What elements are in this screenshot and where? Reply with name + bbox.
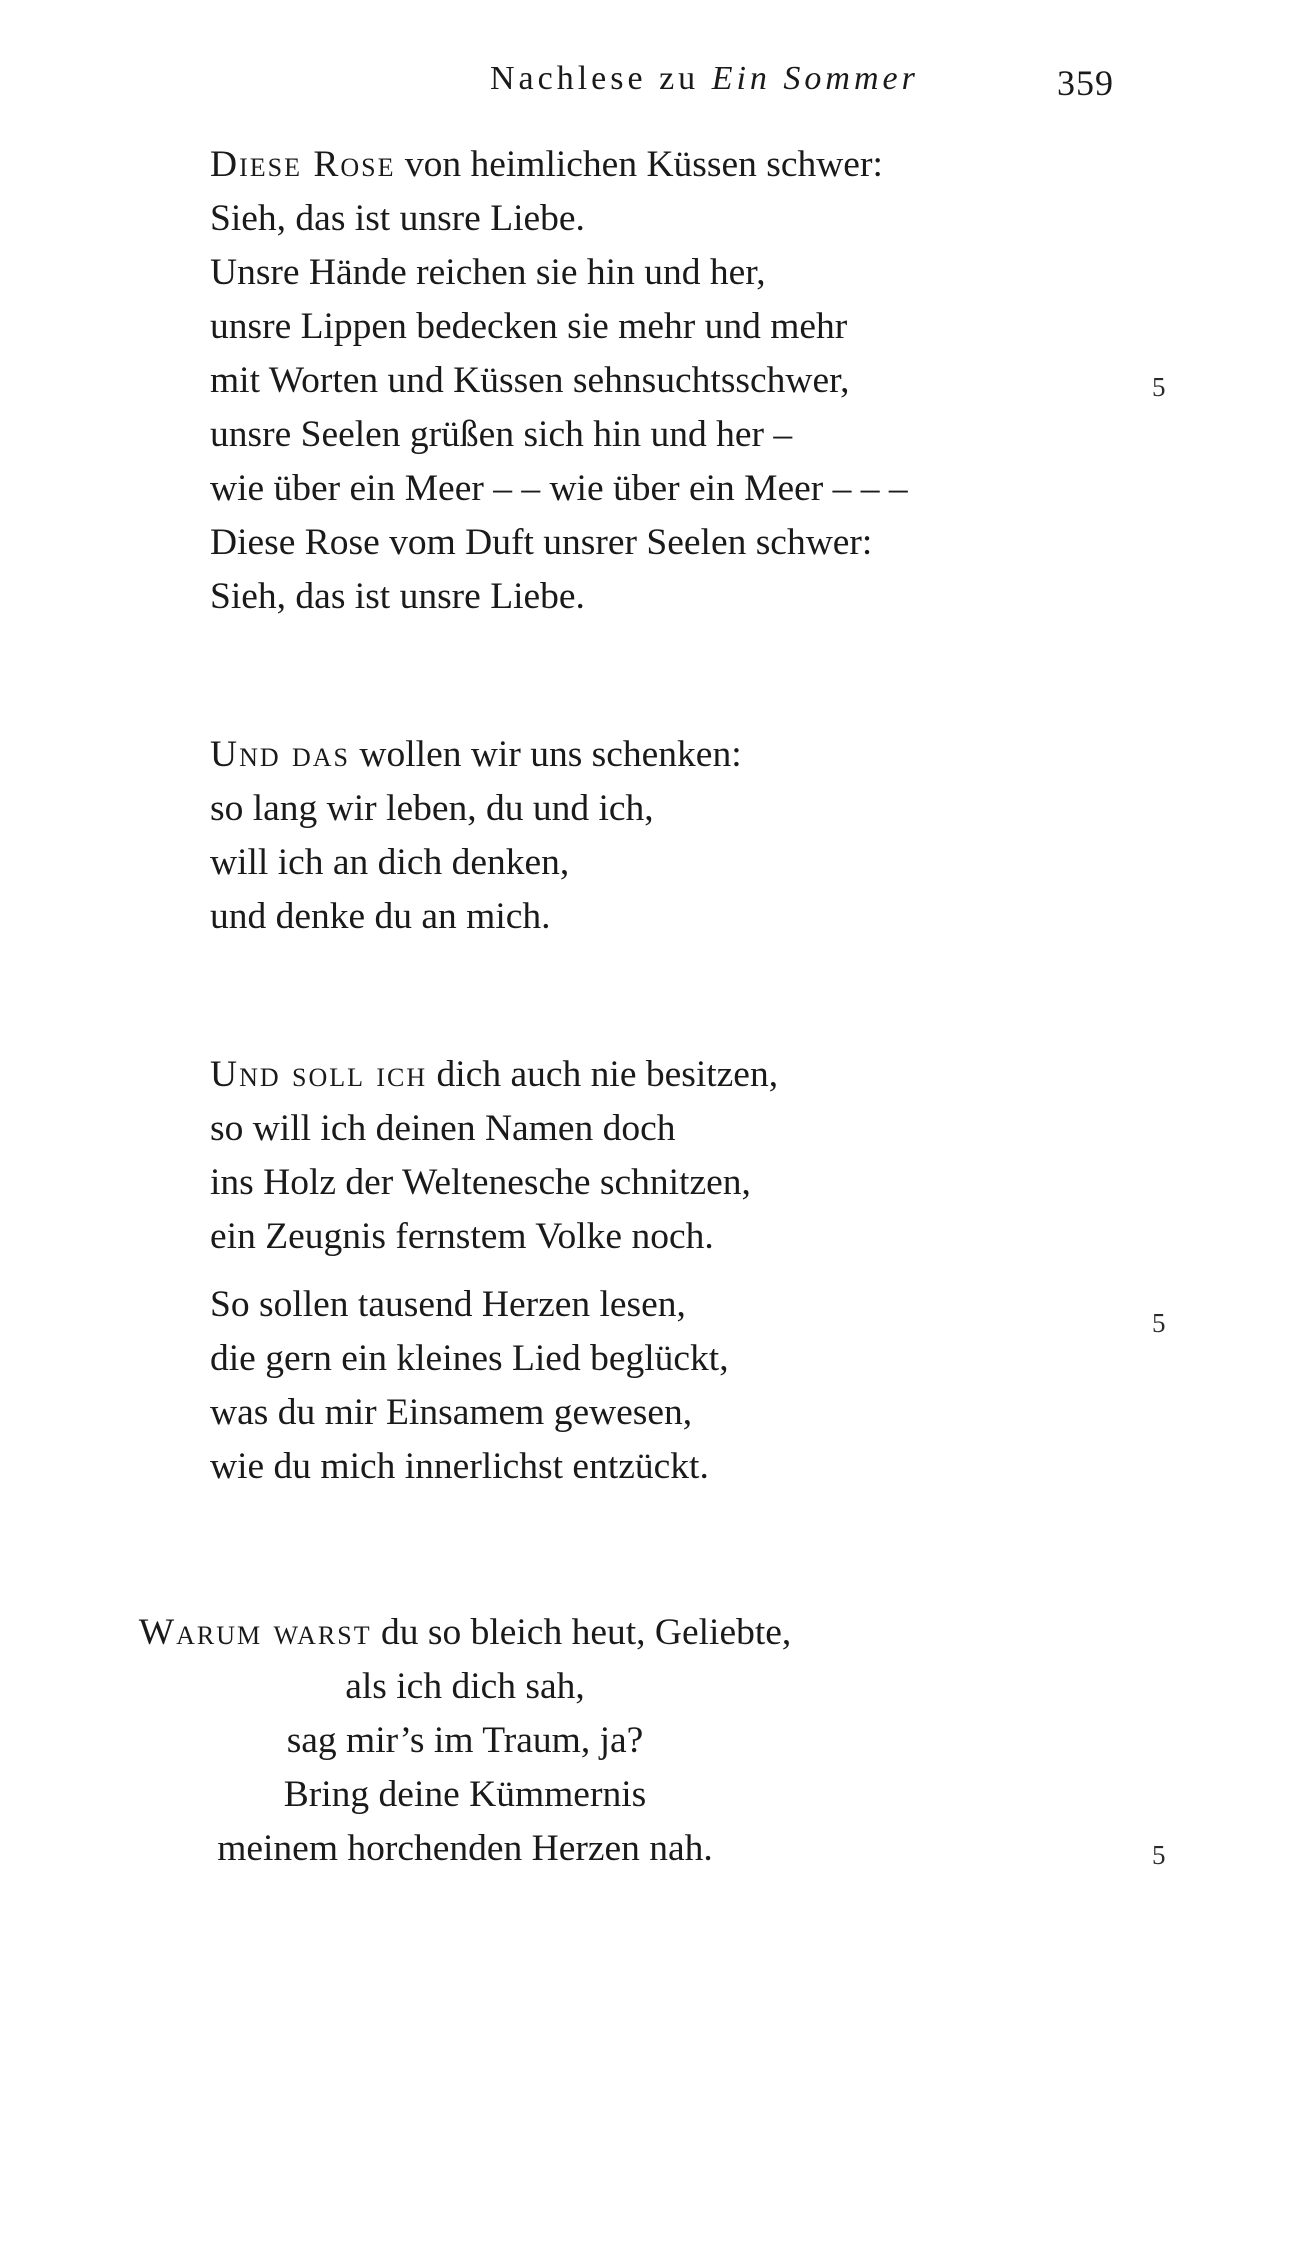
page-number: 359: [1057, 63, 1114, 103]
poem-line: so lang wir leben, du und ich,: [210, 788, 654, 829]
poem-line: wie über ein Meer – – wie über ein Meer – – –: [210, 468, 908, 509]
poem-line: so will ich deinen Namen doch: [210, 1108, 676, 1149]
lead-words: Diese Rose: [210, 144, 396, 185]
running-head: [490, 60, 919, 98]
poem-und-soll-ich: [210, 1048, 778, 1494]
running-head-title: Ein Sommer: [711, 60, 919, 97]
first-line-text: wollen wir uns schenken:: [350, 734, 742, 775]
poem-line: meinem horchenden Herzen nah.: [217, 1828, 713, 1869]
line-number-marker: 5: [1152, 372, 1166, 402]
poem-line: Unsre Hände reichen sie hin und her,: [210, 252, 766, 293]
poem-line: Sieh, das ist unsre Liebe.: [210, 198, 585, 239]
poem-line: Diese Rose vom Duft unsrer Seelen schwer:: [210, 522, 873, 563]
poem-line: Bring deine Kümmernis: [283, 1774, 647, 1815]
poem-line: unsre Seelen grüßen sich hin und her –: [210, 414, 793, 455]
first-line-text: dich auch nie besitzen,: [427, 1054, 779, 1095]
poem-line: und denke du an mich.: [210, 896, 551, 937]
poem-line: mit Worten und Küssen sehnsuchtsschwer,: [210, 360, 850, 401]
lead-words: Und soll ich: [210, 1054, 428, 1095]
poem-line: ein Zeugnis fernstem Volke noch.: [210, 1216, 714, 1257]
stanza-break: [210, 1264, 778, 1278]
poem-line: will ich an dich denken,: [210, 842, 570, 883]
line-number-marker: 5: [1152, 1840, 1166, 1870]
poem-line: die gern ein kleines Lied beglückt,: [210, 1338, 729, 1379]
poem-line: So sollen tausend Herzen lesen,: [210, 1284, 686, 1325]
poem-line: sag mir’s im Traum, ja?: [286, 1720, 644, 1761]
line-number-marker: 5: [1152, 1308, 1166, 1338]
running-head-text: Nachlese zu: [490, 60, 712, 97]
lead-words: Warum warst: [138, 1612, 372, 1653]
poem-und-das: [210, 728, 742, 944]
poem-line: [210, 138, 908, 192]
poem-diese-rose: [210, 138, 908, 624]
poem-line: Sieh, das ist unsre Liebe.: [210, 576, 585, 617]
poem-line: [80, 1606, 850, 1660]
lead-words: Und das: [210, 734, 351, 775]
poem-line: unsre Lippen bedecken sie mehr und mehr: [210, 306, 848, 347]
poem-line: als ich dich sah,: [345, 1666, 585, 1707]
poem-warum-warst: [80, 1606, 850, 1876]
poem-line: ins Holz der Weltenesche schnitzen,: [210, 1162, 751, 1203]
poem-line: wie du mich innerlichst entzückt.: [210, 1446, 709, 1487]
first-line-text: von heimlichen Küssen schwer:: [395, 144, 883, 185]
first-line-text: du so bleich heut, Geliebte,: [371, 1612, 792, 1653]
poem-line: [210, 1048, 778, 1102]
poem-line: [210, 728, 742, 782]
poem-line: was du mir Einsamem gewesen,: [210, 1392, 693, 1433]
